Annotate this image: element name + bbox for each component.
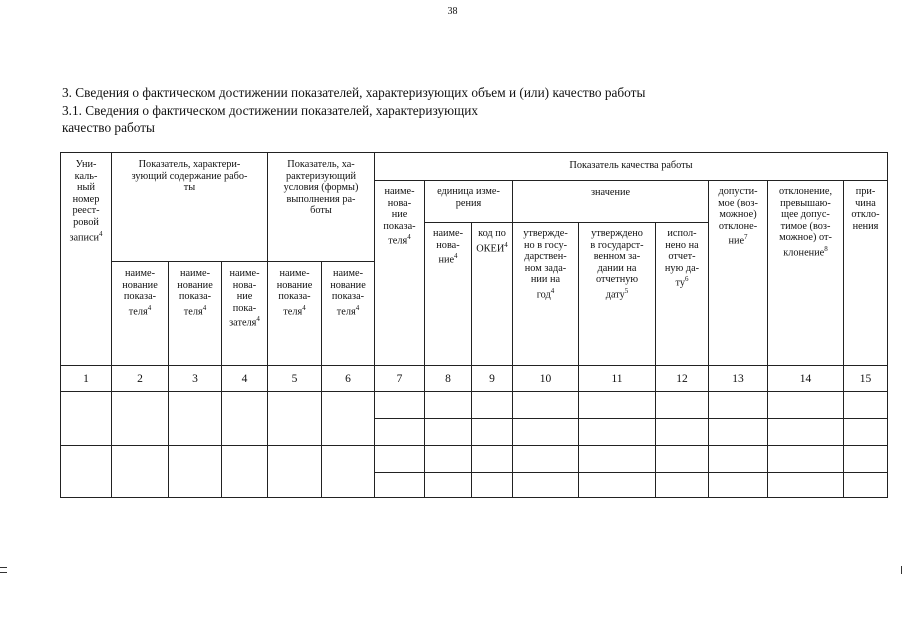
column-number: 6 <box>345 373 351 385</box>
header-allowed-deviation: допусти- мое (воз- можное) отклоне- ние$^7$ <box>718 186 758 247</box>
header-quality-indicator: Показатель качества работы <box>569 160 693 171</box>
column-number: 9 <box>489 373 495 385</box>
header-deviation-reason: при- чина отклo- нения <box>851 186 880 232</box>
header-executed-date: испол- нено на отчет- ную да- $ту^6$ <box>664 228 700 289</box>
subsection-title-line2: качество работы <box>62 120 155 135</box>
header-unit-group: единица изме- рения <box>437 186 500 209</box>
column-number: 1 <box>83 373 89 385</box>
column-number: 10 <box>539 373 552 385</box>
column-number: 13 <box>732 373 744 385</box>
column-number: 4 <box>241 373 248 385</box>
header-sub-name-5: наиме- нование показа- теля$^4$ <box>276 268 313 318</box>
column-number: 5 <box>291 373 298 385</box>
header-sub-name-3: наиме- нование показа- теля$^4$ <box>177 268 213 318</box>
header-sub-name-2: наиме- нование показа- теля$^4$ <box>122 268 158 318</box>
column-number: 8 <box>445 373 451 385</box>
column-number: 12 <box>676 373 688 385</box>
column-number: 7 <box>396 373 403 385</box>
column-number: 11 <box>611 373 623 385</box>
scan-edge-mark-right <box>901 566 904 574</box>
header-sub-name-4: наиме- нова- ние пока- зателя$^4$ <box>229 268 260 329</box>
header-content-indicator: Показатель, характери- зующий содержание рабо- ты <box>131 159 248 194</box>
subsection-title-line1: 3.1. Сведения о фактическом достижении показателей, характеризующих <box>62 103 479 118</box>
header-approved-date: утверждено в государст- венном за- дании на отчетную дату$^5$ <box>590 228 644 301</box>
header-condition-indicator: Показатель, ха- рактеризующий условия (формы) выполнения ра- боты <box>283 159 359 217</box>
column-number: 3 <box>192 373 198 385</box>
section-title: 3. Сведения о фактическом достижении показателей, характеризующих объем и (или) качество работы <box>62 85 646 100</box>
header-indicator-name: наиме- нова- ние показа- теля$^4$ <box>383 186 416 247</box>
header-unique-number: Уни- каль- ный номер реест- ровой записи$^4$ <box>69 159 103 243</box>
column-number: 14 <box>799 373 812 385</box>
header-value-group: значение <box>590 187 631 198</box>
scan-edge-mark-left <box>0 567 7 573</box>
column-number: 15 <box>859 373 872 385</box>
header-sub-name-6: наиме- нование показа- теля$^4$ <box>330 268 366 318</box>
page-number: 38 <box>447 6 458 17</box>
header-unit-name: наиме- нова- ние$^4$ <box>432 228 464 266</box>
column-number: 2 <box>137 373 143 385</box>
header-okei-code: код по ОКЕИ$^4$ <box>476 228 508 255</box>
header-approved-year: утвержде- но в госу- дарствен- ном зада- нии на год$^4$ <box>523 228 568 301</box>
header-exceeding-deviation: отклонение, превышаю- щее допус- тимое (воз- можное) от- клонение$^8$ <box>778 186 833 259</box>
